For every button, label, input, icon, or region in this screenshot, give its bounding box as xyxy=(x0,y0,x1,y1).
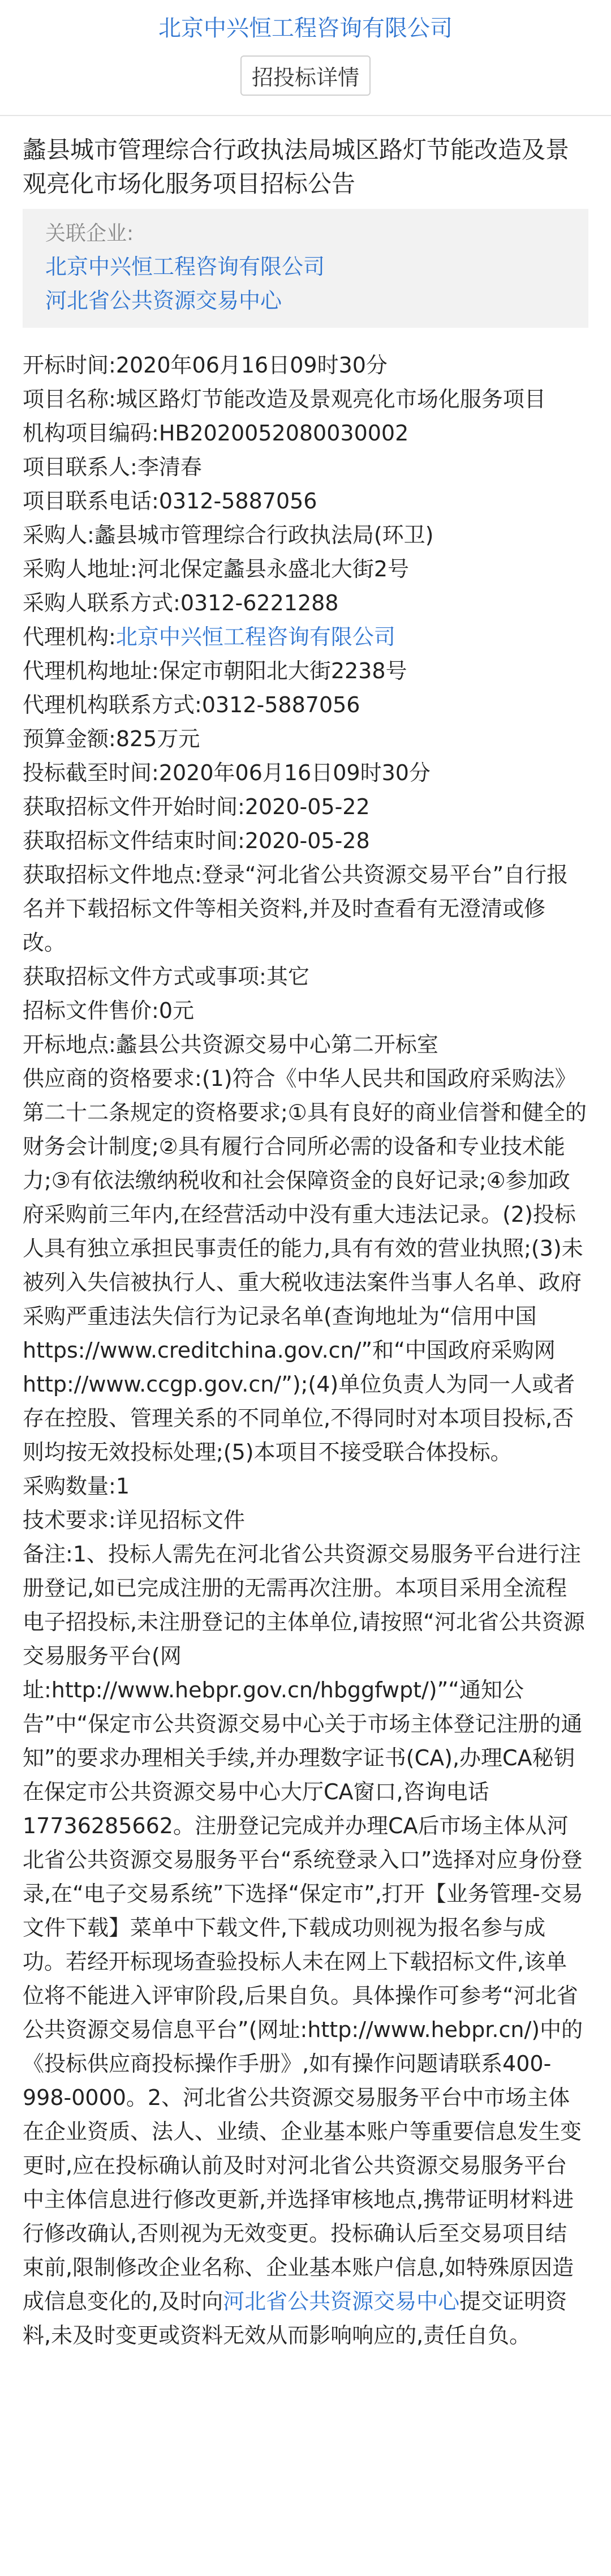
detail-row-remarks: 备注:1、投标人需先在河北省公共资源交易服务平台进行注册登记,如已完成注册的无需再次注册。本项目采用全流程电子招投标,未注册登记的主体单位,请按照“河北省公共资源交易服务平台(网址:http://www.hebpr.gov.cn/hbggfwpt/)”“通知公告”中“保定市公共资源交易中心关于市场主体登记注册的通知”的要求办理相关手续,并办理数字证书(CA),办理CA秘钥在保定市公共资源交易中心大厅CA窗口,咨询电话17736285662。注册登记完成并办理CA后市场主体从河北省公共资源交易服务平台“系统登录入口”选择对应身份登录,在“电子交易系统”下选择“保定市”,打开【业务管理-交易文件下载】菜单中下载文件,下载成功则视为报名参与成功。若经开标现场查验投标人未在网上下载招标文件,该单位将不能进入评审阶段,后果自负。具体操作可参考“河北省公共资源交易信息平台”(网址:http://www.hebpr.cn/)中的《投标供应商投标操作手册》,如有操作问题请联系400-998-0000。2、河北省公共资源交易服务平台中市场主体在企业资质、法人、业绩、企业基本账户等重要信息发生变更时,应在投标确认前及时对河北省公共资源交易服务平台中主体信息进行修改更新,并选择审核地点,携带证明材料进行修改确认,否则视为无效变更。投标确认后至交易项目结束前,限制修改企业名称、企业基本账户信息,如特殊原因造成信息变化的,及时向河北省公共资源交易中心提交证明资料,未及时变更或资料无效从而影响响应的,责任自负。 xyxy=(23,1542,585,2348)
detail-row-budget: 预算金额:825万元 xyxy=(23,726,200,751)
related-label: 关联企业: xyxy=(45,222,134,245)
detail-row-quantity: 采购数量:1 xyxy=(23,1474,130,1499)
detail-badge: 招投标详情 xyxy=(240,55,371,96)
detail-row-doc-price: 招标文件售价:0元 xyxy=(23,998,194,1023)
detail-row-purchaser: 采购人:蠡县城市管理综合行政执法局(环卫) xyxy=(23,523,434,547)
page-header xyxy=(0,0,611,116)
related-company-link-1[interactable]: 北京中兴恒工程咨询有限公司 xyxy=(45,254,325,279)
detail-row-agency-phone: 代理机构联系方式:0312-5887056 xyxy=(23,692,360,717)
detail-row-doc-start: 获取招标文件开始时间:2020-05-22 xyxy=(23,794,370,819)
detail-row-agency-address: 代理机构地址:保定市朝阳北大街2238号 xyxy=(23,658,407,683)
detail-row-tech-requirements: 技术要求:详见招标文件 xyxy=(23,1508,245,1533)
detail-row-bid-open-time: 开标时间:2020年06月16日09时30分 xyxy=(23,353,388,378)
notice-title: 蠡县城市管理综合行政执法局城区路灯节能改造及景观亮化市场化服务项目招标公告 xyxy=(23,136,570,198)
detail-row-project-name: 项目名称:城区路灯节能改造及景观亮化市场化服务项目 xyxy=(23,387,546,412)
detail-row-doc-method: 获取招标文件方式或事项:其它 xyxy=(23,964,309,989)
notice-card xyxy=(23,133,588,2352)
related-company-link-2[interactable]: 河北省公共资源交易中心 xyxy=(45,288,282,313)
detail-row-doc-end: 获取招标文件结束时间:2020-05-28 xyxy=(23,828,370,853)
detail-row-bid-deadline: 投标截至时间:2020年06月16日09时30分 xyxy=(23,760,431,785)
detail-row-agency: 代理机构:北京中兴恒工程咨询有限公司 xyxy=(23,624,395,649)
related-companies xyxy=(23,209,588,328)
detail-row-open-location: 开标地点:蠡县公共资源交易中心第二开标室 xyxy=(23,1032,438,1057)
detail-row-contact-phone: 项目联系电话:0312-5887056 xyxy=(23,489,317,514)
detail-row-purchaser-phone: 采购人联系方式:0312-6221288 xyxy=(23,590,339,615)
agency-link[interactable]: 北京中兴恒工程咨询有限公司 xyxy=(115,624,395,649)
detail-row-qualification: 供应商的资格要求:(1)符合《中华人民共和国政府采购法》第二十二条规定的资格要求;①具有良好的商业信誉和健全的财务会计制度;②具有履行合同所必需的设备和专业技术能力;③有依法缴纳税收和社会保障资金的良好记录;④参加政府采购前三年内,在经营活动中没有重大违法记录。(2)投标人具有独立承担民事责任的能力,具有有效的营业执照;(3)未被列入失信被执行人、重大税收违法案件当事人名单、政府采购严重违法失信行为记录名单(查询地址为“信用中国https://www.creditchina.gov.cn/”和“中国政府采购网http://www.ccgp.gov.cn/”);(4)单位负责人为同一人或者存在控股、管理关系的不同单位,不得同时对本项目投标,否则均按无效投标处理;(5)本项目不接受联合体投标。 xyxy=(23,1066,587,1465)
detail-row-doc-location: 获取招标文件地点:登录“河北省公共资源交易平台”自行报名并下载招标文件等相关资料,并及时查看有无澄清或修改。 xyxy=(23,862,569,955)
company-name[interactable]: 北京中兴恒工程咨询有限公司 xyxy=(158,15,453,41)
detail-row-contact: 项目联系人:李清春 xyxy=(23,455,202,480)
detail-row-purchaser-address: 采购人地址:河北保定蠡县永盛北大街2号 xyxy=(23,557,409,581)
detail-row-project-code: 机构项目编码:HB2020052080030002 xyxy=(23,421,409,446)
detail-info xyxy=(23,348,588,2352)
trading-center-link[interactable]: 河北省公共资源交易中心 xyxy=(223,2289,460,2314)
